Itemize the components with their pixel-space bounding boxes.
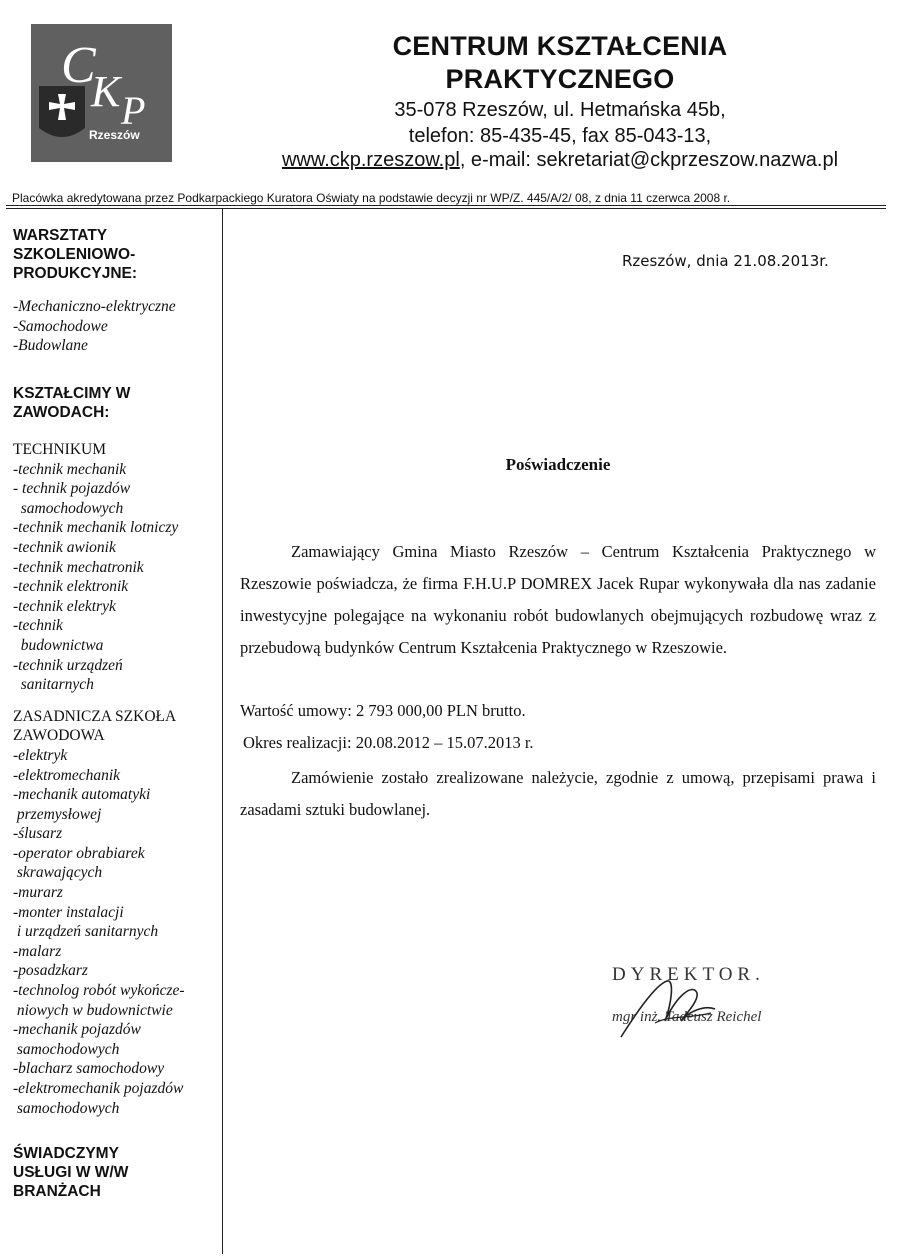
list-item: -blacharz samochodowy [13, 1060, 165, 1078]
list-item: -posadzkarz [13, 962, 88, 980]
list-item: -murarz [13, 884, 63, 902]
list-item: -technolog robót wykończe- niowych w budownictwie [13, 982, 185, 1019]
document-title: Poświadczenie [505, 455, 611, 474]
contact-line [240, 148, 880, 173]
technikum-list [13, 460, 218, 695]
website-link[interactable]: www.ckp.rzeszow.pl [281, 149, 460, 171]
realization-period: Okres realizacji: 20.08.2012 – 15.07.2013 r. [243, 733, 534, 752]
workshops-section [13, 226, 218, 356]
list-item: -technik mechanik [13, 460, 127, 478]
header-divider [6, 205, 886, 206]
list-item: -technik mechanik lotniczy [13, 519, 179, 537]
stamp-title: DYREKTOR. [612, 964, 765, 985]
list-item: -mechanik pojazdów samochodowych [13, 1021, 141, 1058]
list-item: -Budowlane [13, 337, 88, 355]
paragraph-1: Zamawiający Gmina Miasto Rzeszów – Centrum Kształcenia Praktycznego w Rzeszowie poświadcza, że firma F.H.U.P DOMREX Jacek Rupar wykonywała dla nas zadanie inwestycyjne polegające na wykonaniu robót budowlanych obejmujących rozbudowę wraz z przebudową budynków Centrum Kształcenia Praktycznego w Rzeszowie. [240, 542, 876, 657]
list-item: -Mechaniczno-elektryczne [13, 298, 176, 315]
stamp-name: mgr inż. Tadeusz Reichel [612, 1009, 762, 1025]
address: 35-078 Rzeszów, ul. Hetmańska 45b, [394, 99, 726, 121]
list-item: -technik awionik [13, 538, 116, 556]
list-item: -mechanik automatyki przemysłowej [13, 786, 151, 823]
accreditation-note: Placówka akredytowana przez Podkarpackiego Kuratora Oświaty na podstawie decyzji nr WP/Z. 445/A/2/ 08, z dnia 11 czerwca 2008 r. [12, 191, 731, 205]
handwritten-signature [615, 975, 725, 1045]
zsz-label: ZASADNICZA SZKOŁA ZAWODOWA [13, 707, 177, 745]
ckp-logo [31, 24, 172, 162]
list-item: -ślusarz [13, 825, 63, 843]
professions-section [13, 384, 218, 1118]
sidebar-divider [222, 209, 223, 1254]
workshops-heading: WARSZTATY SZKOLENIOWO-PRODUKCYJNE: [13, 227, 138, 282]
list-item: -elektromechanik [13, 766, 121, 784]
list-item: -technik elektryk [13, 597, 116, 615]
list-item: -technik mechatronik [13, 558, 144, 576]
list-item: -technik budownictwa [13, 617, 104, 654]
list-item: -technik elektronik [13, 578, 129, 596]
services-heading: ŚWIADCZYMY USŁUGI W W/W BRANŻACH [13, 1145, 129, 1200]
list-item: -malarz [13, 942, 62, 960]
zsz-list [13, 746, 218, 1118]
header-divider-2 [6, 208, 886, 209]
logo-city: Rzeszów [89, 128, 140, 142]
paragraph-2: Zamówienie zostało zrealizowane należycie, zgodnie z umową, przepisami prawa i zasadami sztuki budowlanej. [240, 768, 876, 819]
technikum-label: TECHNIKUM [13, 441, 106, 458]
contract-value: Wartość umowy: 2 793 000,00 PLN brutto. [240, 701, 526, 720]
list-item: -operator obrabiarek skrawających [13, 844, 145, 882]
svg-text:K: K [91, 67, 121, 116]
list-item: -elektromechanik pojazdów samochodowych [13, 1080, 184, 1117]
phone-fax: telefon: 85-435-45, fax 85-043-13, [408, 125, 712, 147]
title-line-2: PRAKTYCZNEGO [445, 64, 675, 94]
list-item: -elektryk [13, 746, 68, 764]
svg-text:P: P [121, 88, 146, 133]
workshops-list [13, 297, 218, 356]
place-date: Rzeszów, dnia 21.08.2013r. [622, 252, 829, 270]
title-line-1: CENTRUM KSZTAŁCENIA [392, 31, 728, 61]
professions-heading: KSZTAŁCIMY W ZAWODACH: [13, 385, 131, 421]
email-text: , e-mail: sekretariat@ckprzeszow.nazwa.pl [459, 149, 839, 171]
list-item: -technik urządzeń sanitarnych [13, 656, 123, 694]
svg-text:C: C [61, 37, 96, 94]
institution-name [240, 30, 880, 96]
list-item: -Samochodowe [13, 317, 108, 335]
list-item: - technik pojazdów samochodowych [13, 480, 131, 517]
list-item: -monter instalacji i urządzeń sanitarnych [13, 903, 159, 941]
